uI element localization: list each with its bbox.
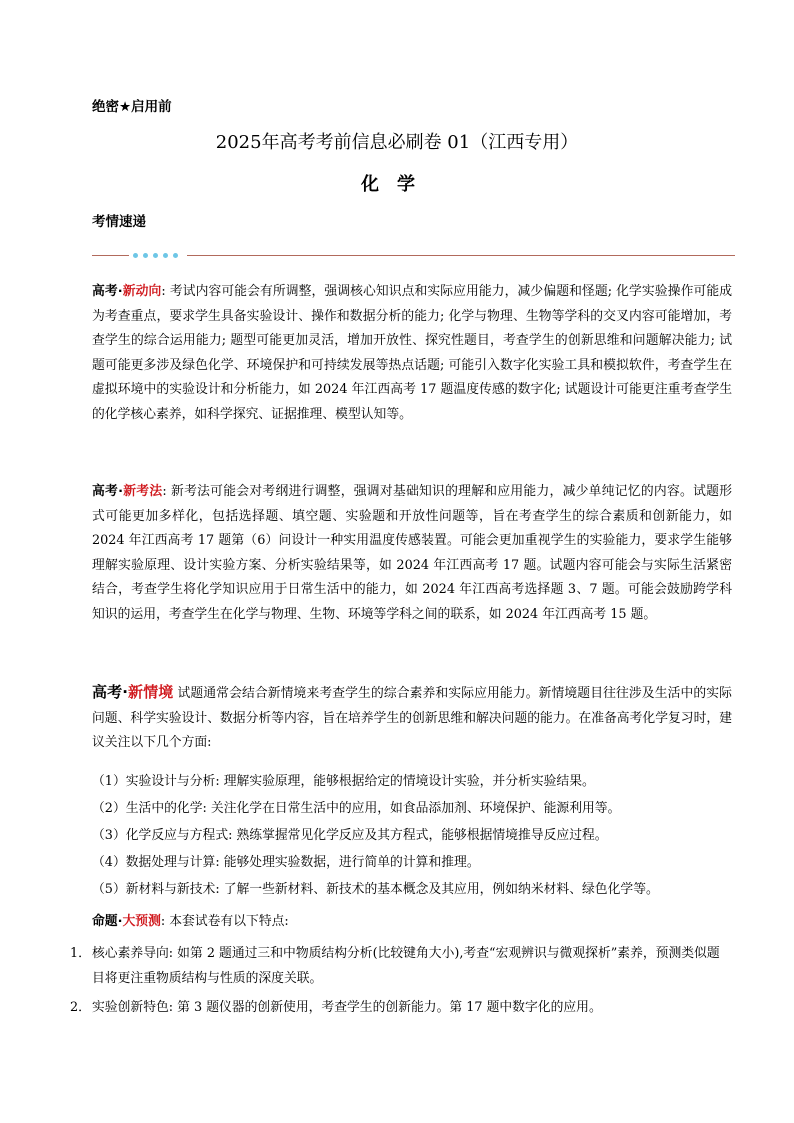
list-item: （4）数据处理与计算: 能够处理实验数据，进行简单的计算和推理。 (92, 855, 480, 870)
prediction-tag: 大预测 (122, 914, 161, 929)
new-context-text: 试题通常会结合新情境来考查学生的综合素养和实际应用能力。新情境题目往往涉及生活中的实际问题、科学实验设计、数据分析等内容，旨在培养学生的创新思维和解决问题的能力。在准备高考化学复习时，建议关注以下几个方面: (92, 686, 732, 751)
new-direction-paragraph (92, 280, 732, 428)
new-exam-method-prefix: 高考· (92, 484, 123, 499)
page-title: 2025年高考考前信息必刷卷 01（江西专用） (215, 132, 579, 153)
new-exam-method-tag: 新考法 (122, 484, 163, 499)
divider-dot (133, 253, 138, 258)
new-exam-method-paragraph (92, 480, 732, 628)
divider-dot (143, 253, 148, 258)
prediction-text: : 本套试卷有以下特点: (160, 914, 289, 929)
list-item: （3）化学反应与方程式: 熟练掌握常见化学反应及其方程式，能够根据情境推导反应过程。 (92, 828, 608, 843)
new-direction-prefix: 高考· (92, 284, 123, 299)
section-divider (92, 251, 735, 261)
new-context-paragraph (92, 680, 732, 756)
section-heading: 考情速递 (92, 214, 146, 230)
subject-title: 化学 (361, 174, 433, 195)
numbered-item (70, 996, 732, 1021)
new-direction-text: : 考试内容可能会有所调整，强调核心知识点和实际应用能力，减少偏题和怪题; 化学实验操作可能成为考查重点，要求学生具备实验设计、操作和数据分析的能力; 化学与物理、生物等学科的交叉内容可能增加，考查学生的综合运用能力; 题型可能更加灵活，增加开放性、探究性题目，考查学生的创新思维和问题解决能力; 试题可能更多涉及绿色化学、环境保护和可持续发展等热点话题; 可能引入数字化实验工具和模拟软件，考查学生在虚拟环境中的实验设计和分析能力，如 2024 年江西高考 17 题温度传感的数字化; 试题设计可能更注重考查学生的化学核心素养，如科学探究、证据推理、模型认知等。 (92, 284, 732, 422)
new-exam-method-text: : 新考法可能会对考纲进行调整，强调对基础知识的理解和应用能力，减少单纯记忆的内容。试题形式可能更加多样化，包括选择题、填空题、实验题和开放性问题等，旨在考查学生的综合素质和创新能力，如 2024 年江西高考 17 题第（6）问设计一种实用温度传感装置。可能会更加重视学生的实验能力，要求学生能够理解实验原理、设计实验方案、分析实验结果等，如 2024 年江西高考 17 题。试题内容可能会与实际生活紧密结合，考查学生将化学知识应用于日常生活中的能力，如 2024 年江西高考选择题 3、7 题。可能会鼓励跨学科知识的运用，考查学生在化学与物理、生物、环境等学科之间的联系，如 2024 年江西高考 15 题。 (92, 484, 732, 622)
item-number: 2． (70, 1000, 91, 1015)
divider-dot (173, 253, 178, 258)
new-direction-tag: 新动向 (122, 284, 162, 299)
divider-line-left (92, 255, 129, 256)
divider-dot (163, 253, 168, 258)
list-item: （2）生活中的化学: 关注化学在日常生活中的应用，如食品添加剂、环境保护、能源利用等。 (92, 801, 621, 816)
new-context-tag: 新情境 (127, 683, 174, 701)
item-number: 1． (70, 946, 91, 961)
numbered-item (70, 942, 732, 991)
new-context-prefix: 高考· (92, 683, 128, 701)
prediction-paragraph (92, 910, 732, 935)
item-text: 核心素养导向: 如第 2 题通过三和中物质结构分析(比较键角大小),考查“宏观辨识与微观探析”素养，预测类似题目将更注重物质结构与性质的深度关联。 (92, 946, 720, 986)
divider-dot (153, 253, 158, 258)
item-text: 实验创新特色: 第 3 题仪器的创新使用，考查学生的创新能力。第 17 题中数字化的应用。 (92, 1000, 602, 1015)
list-item: （1）实验设计与分析: 理解实验原理，能够根据给定的情境设计实验，并分析实验结果。 (92, 774, 595, 789)
divider-line-right (187, 255, 735, 256)
prediction-prefix: 命题· (92, 914, 123, 929)
confidential-label: 绝密★启用前 (92, 99, 172, 115)
divider-dots (133, 251, 181, 261)
list-item: （5）新材料与新技术: 了解一些新材料、新技术的基本概念及其应用，例如纳米材料、绿色化学等。 (92, 882, 659, 897)
